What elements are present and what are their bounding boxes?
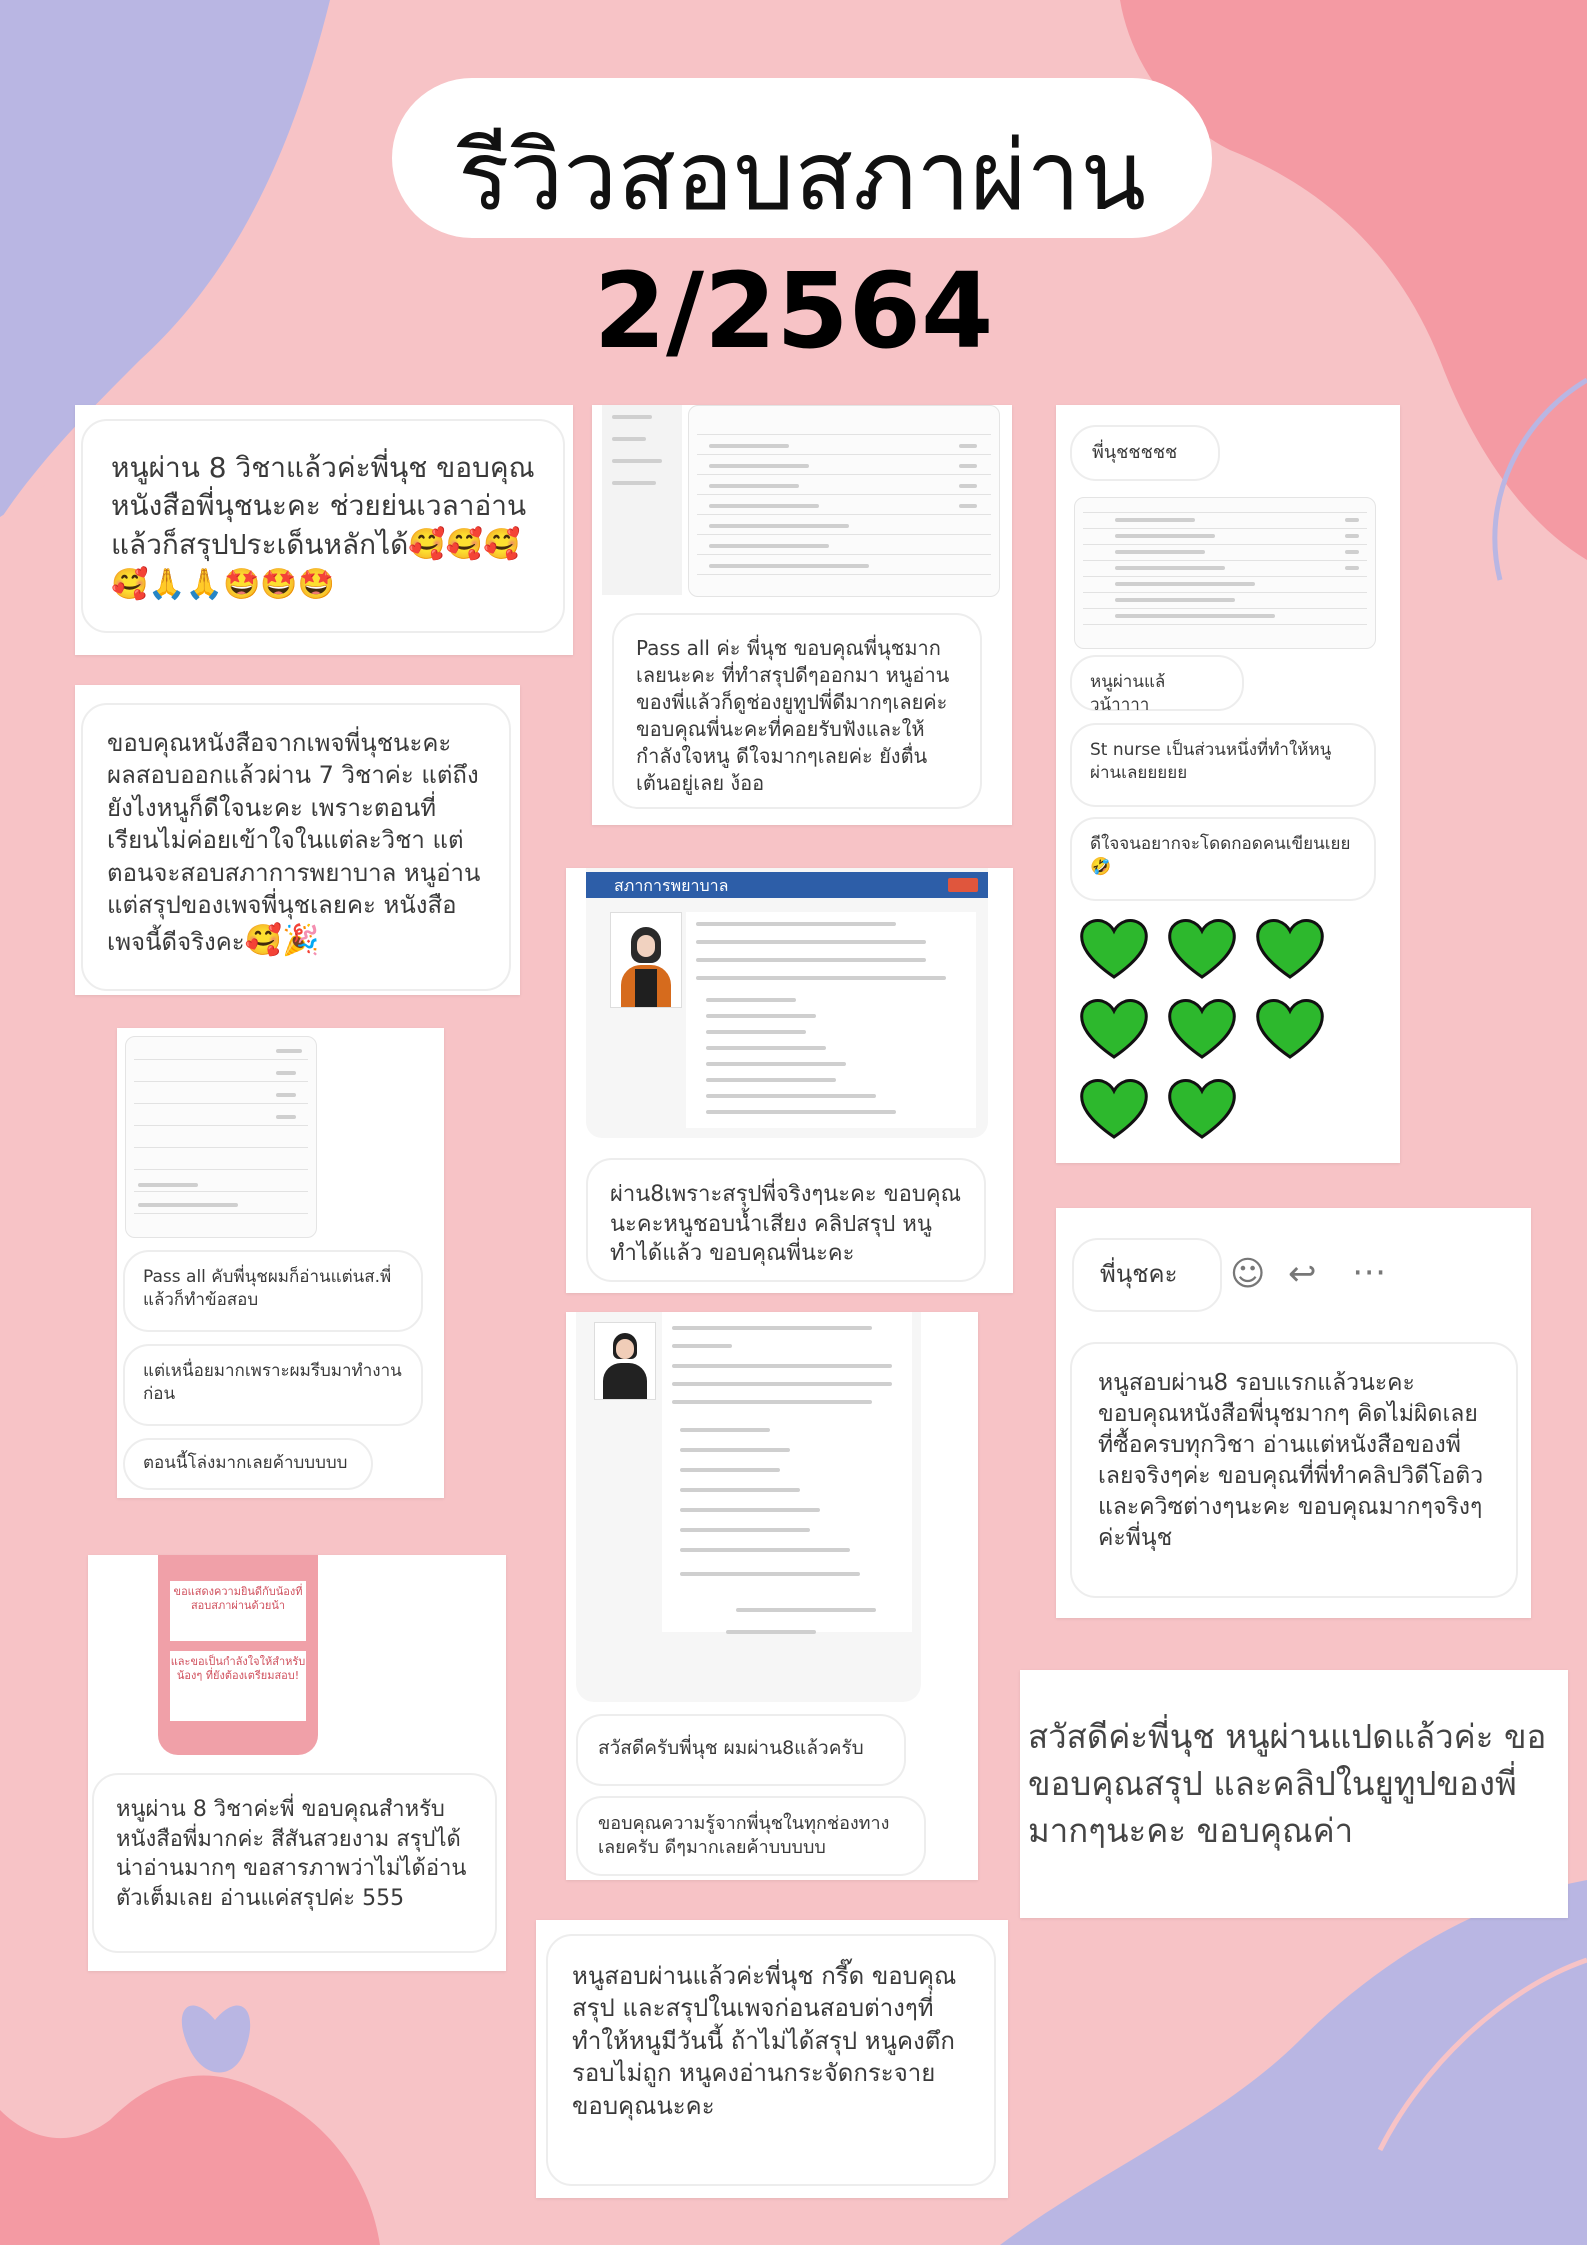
review-card-6 bbox=[566, 868, 1013, 1293]
green-heart-icon bbox=[1166, 997, 1238, 1061]
message-bubble bbox=[123, 1344, 423, 1426]
emoji-reactions: 🥰🎉 bbox=[244, 923, 320, 959]
message-bubble bbox=[576, 1796, 926, 1876]
review-text: ผ่าน8เพราะสรุปพี่จริงๆนะคะ ขอบคุณนะคะหนูชอบน้ำเสียง คลิปสรุป หนูทำได้แล้ว ขอบคุณพี่นะคะ bbox=[610, 1182, 961, 1267]
student-photo bbox=[610, 912, 682, 1008]
review-text: St nurse เป็นส่วนหนึ่งที่ทำให้หนูผ่านเลยยยยย bbox=[1090, 740, 1332, 783]
review-text: หนูผ่าน 8 วิชาค่ะพี่ ขอบคุณสำหรับหนังสือพี่มากค่ะ สีสันสวยงาม สรุปได้น่าอ่านมากๆ ขอสารภาพว่าไม่ได้อ่านตัวเต็มเลย อ่านแค่สรุปค่ะ 555 bbox=[116, 1797, 467, 1912]
review-text: ตอนนี้โล่งมากเลยค้าบบบบบ bbox=[143, 1453, 348, 1473]
review-text: Pass all ค่ะ พี่นุช ขอบคุณพี่นุชมากเลยนะคะ ที่ทำสรุปดีๆออกมา หนูอ่านของพี่แล้วก็ดูช่องยูทูปพี่ดีมากๆเลยค่ะ ขอบคุณพี่นะคะที่คอยรับฟังและให้กำลังใจหนู ดีใจมากๆเลยค่ะ ยังตื่นเต้นอยู่เลย ง้ออ bbox=[636, 636, 950, 795]
reply-icon[interactable]: ↩ bbox=[1288, 1254, 1317, 1294]
review-card-3 bbox=[117, 1028, 444, 1498]
message-bubble bbox=[81, 703, 511, 991]
review-card-11 bbox=[1020, 1670, 1568, 1918]
review-text: พี่นุชชชชช bbox=[1092, 442, 1178, 463]
message-bubble bbox=[586, 1158, 986, 1282]
review-text: สวัสดีครับพี่นุช ผมผ่าน8แล้วครับ bbox=[598, 1737, 864, 1759]
note-text: และขอเป็นกำลังใจให้สำหรับน้องๆ ที่ยังต้องเตรียมสอบ! bbox=[170, 1651, 306, 1721]
site-header-title: สภาการพยาบาล bbox=[614, 876, 729, 895]
message-bubble bbox=[612, 613, 982, 809]
message-bubble bbox=[123, 1438, 373, 1490]
react-emoji-icon[interactable]: ☺ bbox=[1230, 1254, 1266, 1294]
more-options-icon[interactable]: ⋯ bbox=[1352, 1252, 1386, 1292]
message-bubble bbox=[1072, 1238, 1222, 1312]
green-heart-icon bbox=[1166, 917, 1238, 981]
review-card-5 bbox=[592, 405, 1012, 825]
review-text: ดีใจจนอยากจะโดดกอดคนเขียนเยย bbox=[1090, 834, 1351, 854]
review-text: หนูผ่านแล้วน้าาาา bbox=[1090, 672, 1166, 715]
screenshot-sidebar bbox=[602, 405, 682, 595]
review-card-7 bbox=[566, 1312, 978, 1880]
review-text: สวัสดีค่ะพี่นุช หนูผ่านแปดแล้วค่ะ ขอขอบคุณสรุป และคลิปในยูทูปของพี่มากๆนะคะ ขอบคุณค่า bbox=[1028, 1717, 1547, 1850]
page-subtitle: 2/2564 bbox=[593, 250, 994, 372]
emoji-reaction: 🤣 bbox=[1090, 856, 1112, 877]
page-title: รีวิวสอบสภาผ่าน bbox=[457, 120, 1147, 232]
message-bubble bbox=[576, 1714, 906, 1786]
message-bubble bbox=[92, 1773, 497, 1953]
message-bubble bbox=[81, 419, 565, 633]
emoji-reactions: 🥰🥰🥰🥰🙏🙏🤩🤩🤩 bbox=[111, 526, 521, 603]
green-heart-icon bbox=[1254, 997, 1326, 1061]
message-bubble bbox=[546, 1934, 996, 2186]
green-heart-icon bbox=[1078, 997, 1150, 1061]
review-text: ขอบคุณหนังสือจากเพจพี่นุชนะคะ ผลสอบออกแล้วผ่าน 7 วิชาค่ะ แต่ถึงยังไงหนูก็ดีใจนะคะ เพราะตอนที่เรียนไม่ค่อยเข้าใจในแต่ละวิชา แต่ตอนจะสอบสภาการพยาบาล หนูอ่านแต่สรุปของเพจพี่นุชเลยคะ หนังสือเพจนี้ดีจริงคะ bbox=[107, 729, 481, 957]
review-text: พี่นุชคะ bbox=[1100, 1260, 1178, 1288]
site-header-bar bbox=[586, 872, 988, 898]
message-bubble bbox=[123, 1250, 423, 1332]
student-photo bbox=[594, 1322, 656, 1400]
message-bubble bbox=[1070, 723, 1376, 807]
review-text: ขอบคุณความรู้จากพี่นุชในทุกช่องทางเลยครับ ดีๆมากเลยค้าบบบบบ bbox=[598, 1813, 890, 1859]
review-text: หนูผ่าน 8 วิชาแล้วค่ะพี่นุช ขอบคุณหนังสือพี่นุชนะคะ ช่วยย่นเวลาอ่านแล้วก็สรุปประเด็นหลักได้ bbox=[111, 451, 535, 561]
green-heart-icon bbox=[1078, 1077, 1150, 1141]
message-bubble bbox=[1070, 655, 1244, 715]
message-bubble bbox=[1070, 817, 1376, 901]
note-text: ขอแสดงความยินดีกับน้องที่สอบสภาผ่านด้วยน้า bbox=[170, 1581, 306, 1641]
green-heart-icon bbox=[1166, 1077, 1238, 1141]
review-text: หนูสอบผ่าน8 รอบแรกแล้วนะคะ ขอบคุณหนังสือพี่นุชมากๆ คิดไม่ผิดเลยที่ซื้อครบทุกวิชา อ่านแต่หนังสือของพี่เลยจริงๆค่ะ ขอบคุณที่พี่ทำคลิปวิดีโอติวและควิซต่างๆนะคะ ขอบคุณมากๆจริงๆค่ะพี่นุช bbox=[1098, 1370, 1484, 1552]
result-table-screenshot bbox=[688, 405, 1000, 597]
review-card-9 bbox=[1056, 405, 1400, 1163]
result-table-screenshot bbox=[125, 1036, 317, 1238]
pink-note-screenshot bbox=[158, 1555, 318, 1755]
review-card-4 bbox=[88, 1555, 506, 1971]
review-card-1 bbox=[75, 405, 573, 655]
review-card-8 bbox=[536, 1920, 1008, 2198]
review-card-10 bbox=[1056, 1208, 1531, 1618]
green-heart-icon bbox=[1254, 917, 1326, 981]
review-card-2 bbox=[75, 685, 520, 995]
green-heart-icon bbox=[1078, 917, 1150, 981]
result-table-screenshot bbox=[1074, 497, 1376, 649]
review-text: หนูสอบผ่านแล้วค่ะพี่นุช กรี๊ด ขอบคุณสรุป และสรุปในเพจก่อนสอบต่างๆที่ทำให้หนูมีวันนี้ ถ้าไม่ได้สรุป หนูคงตึกรอบไม่ถูก หนูคงอ่านกระจัดกระจาย ขอบคุณนะคะ bbox=[572, 1962, 957, 2120]
nursing-council-screenshot bbox=[586, 868, 988, 1138]
review-text: แต่เหนื่อยมากเพราะผมรีบมาทำงานก่อน bbox=[143, 1361, 402, 1404]
message-bubble bbox=[1070, 1342, 1518, 1598]
review-text: Pass all คับพี่นุชผมก็อ่านแต่นส.พี่แล้วก็ทำข้อสอบ bbox=[143, 1267, 392, 1310]
message-bubble bbox=[1070, 425, 1220, 481]
nursing-council-screenshot bbox=[576, 1312, 921, 1702]
